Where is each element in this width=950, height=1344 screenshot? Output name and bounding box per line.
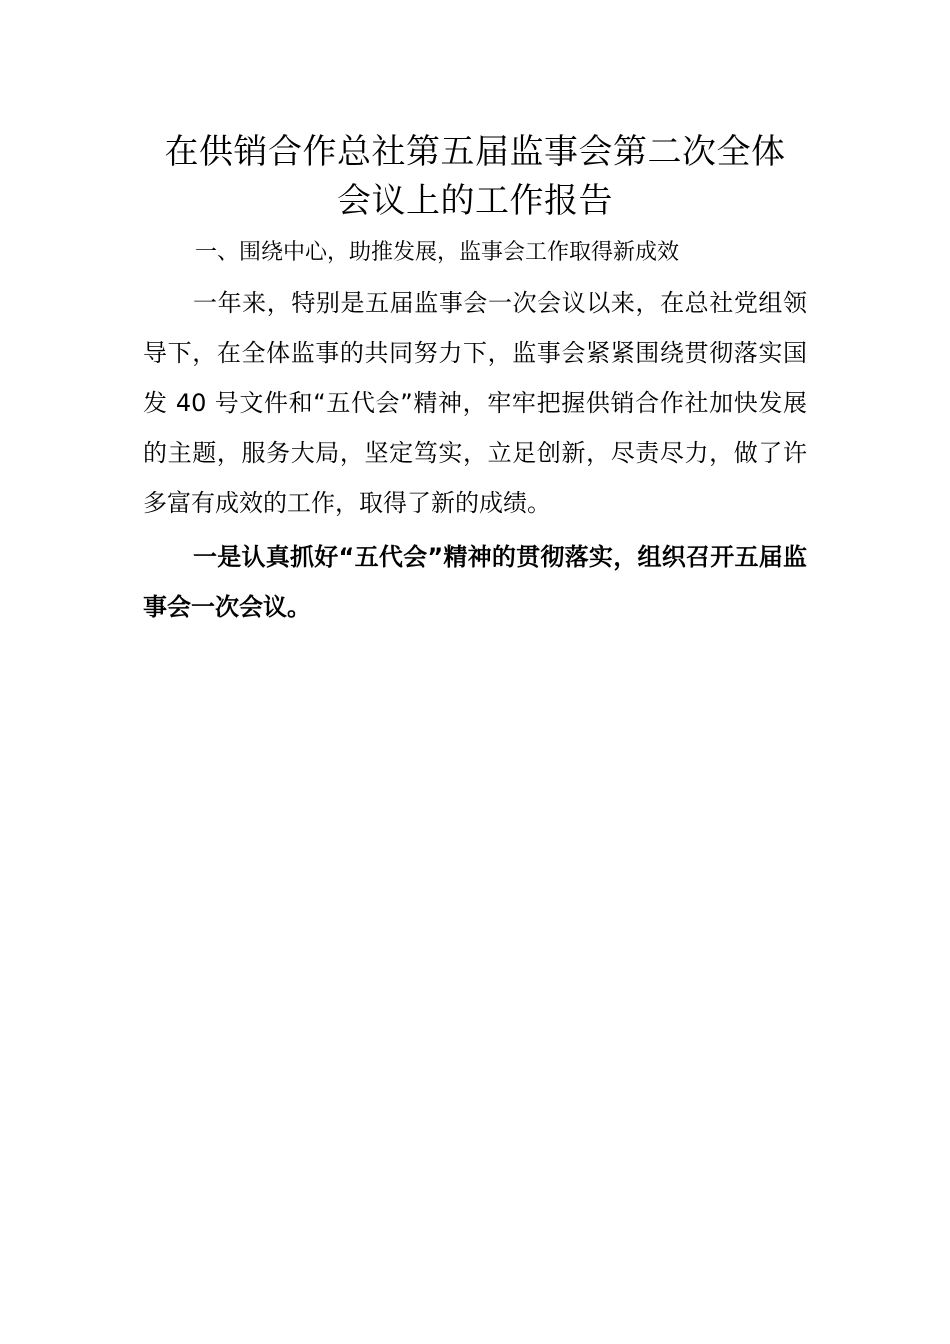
title-line-1: 在供销合作总社第五届监事会第二次全体 xyxy=(164,132,786,172)
title-line-2: 会议上的工作报告 xyxy=(337,181,613,221)
document-body xyxy=(143,128,807,632)
paragraph-1: 一年来，特别是五届监事会一次会议以来，在总社党组领导下，在全体监事的共同努力下，监事会紧紧围绕贯彻落实国发 40 号文件和“五代会”精神，牢牢把握供销合作社加快发展的主题，服务大局，坚定笃实，立足创新，尽责尽力，做了许多富有成效的工作，取得了新的成绩。 xyxy=(143,289,807,517)
section-heading: 一、围绕中心，助推发展，监事会工作取得新成效 xyxy=(195,240,680,265)
paragraph-2-bold: 一是认真抓好“五代会”精神的贯彻落实，组织召开五届监事会一次会议。 xyxy=(143,543,807,621)
document-title xyxy=(143,128,807,226)
